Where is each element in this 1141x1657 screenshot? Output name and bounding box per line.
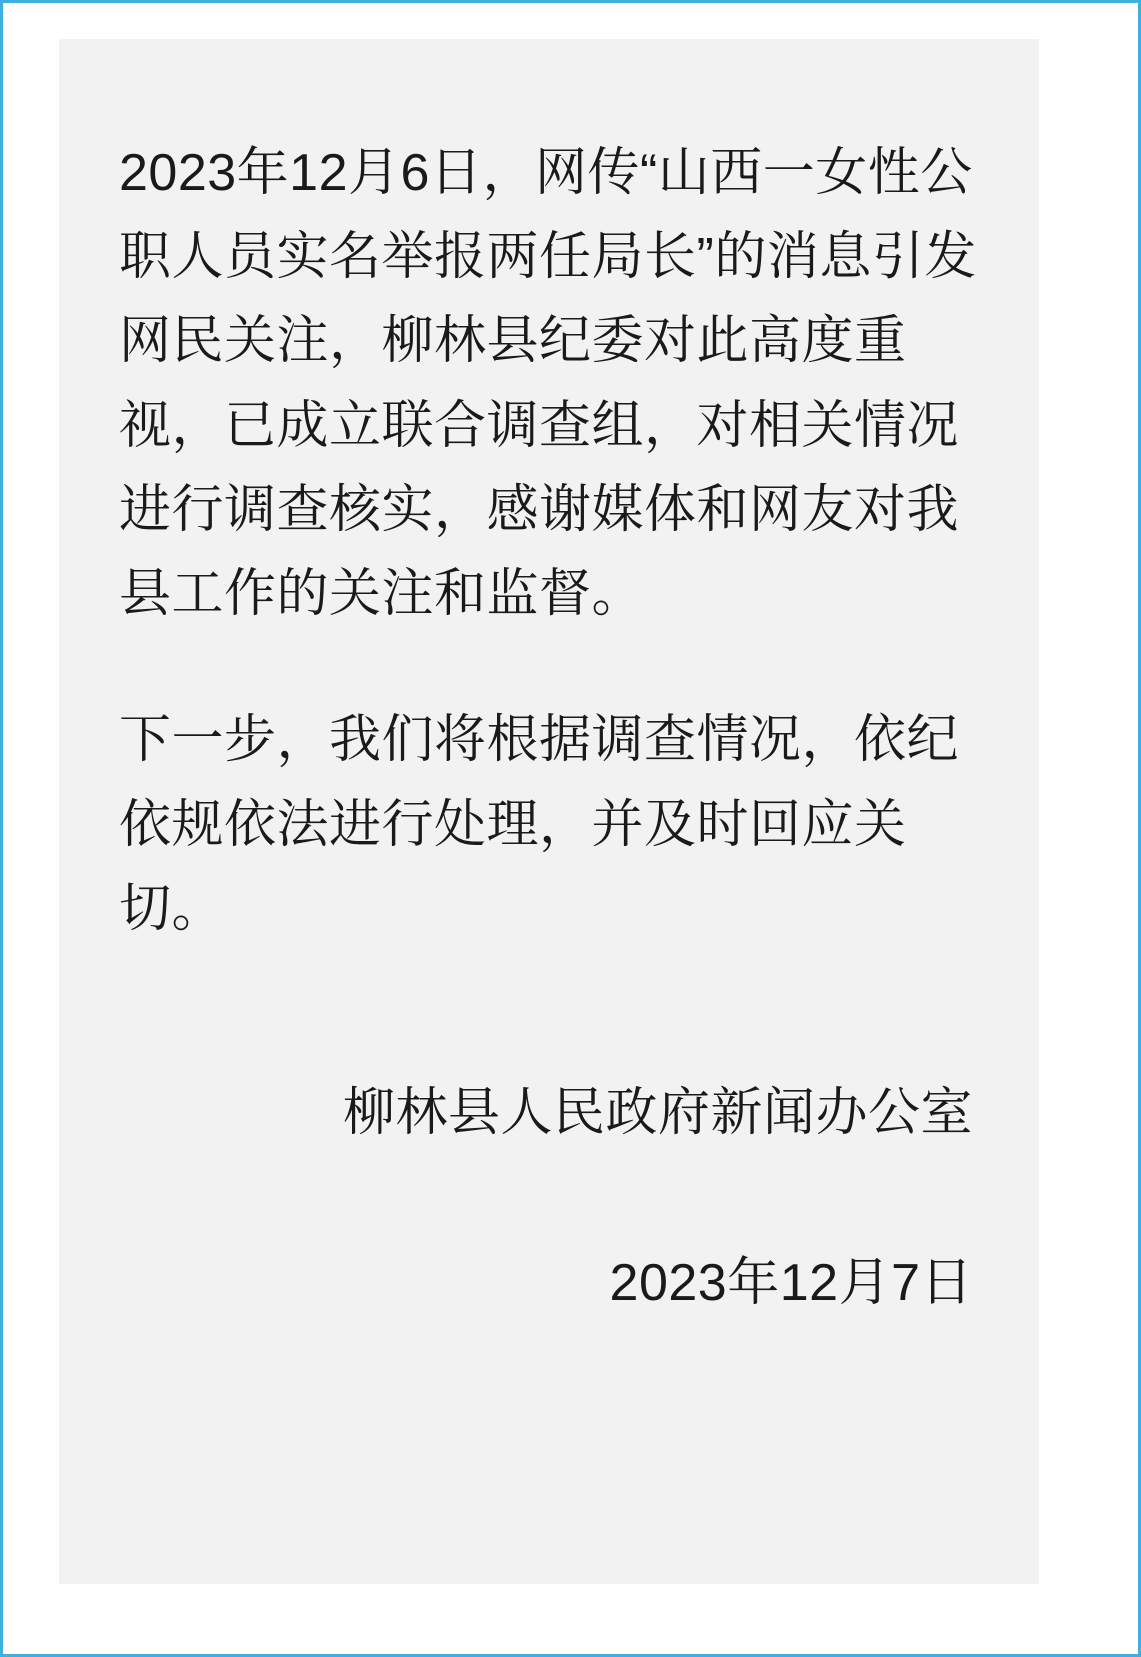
- paragraph-1: 2023年12月6日，网传“山西一女性公职人员实名举报两任局长”的消息引发网民关注，柳林县纪委对此高度重视，已成立联合调查组，对相关情况进行调查核实，感谢媒体和网友对我县工作的关注和监督。: [119, 144, 977, 624]
- issuer-signature: 柳林县人民政府新闻办公室: [342, 1084, 973, 1143]
- issue-date: 2023年12月7日: [609, 1254, 973, 1313]
- paragraph-spacer: [119, 636, 979, 698]
- signature-block: [119, 1071, 979, 1325]
- announcement-card: [59, 39, 1039, 1584]
- paragraph-2: 下一步，我们将根据调查情况，依纪依规依法进行处理，并及时回应关切。: [119, 711, 960, 938]
